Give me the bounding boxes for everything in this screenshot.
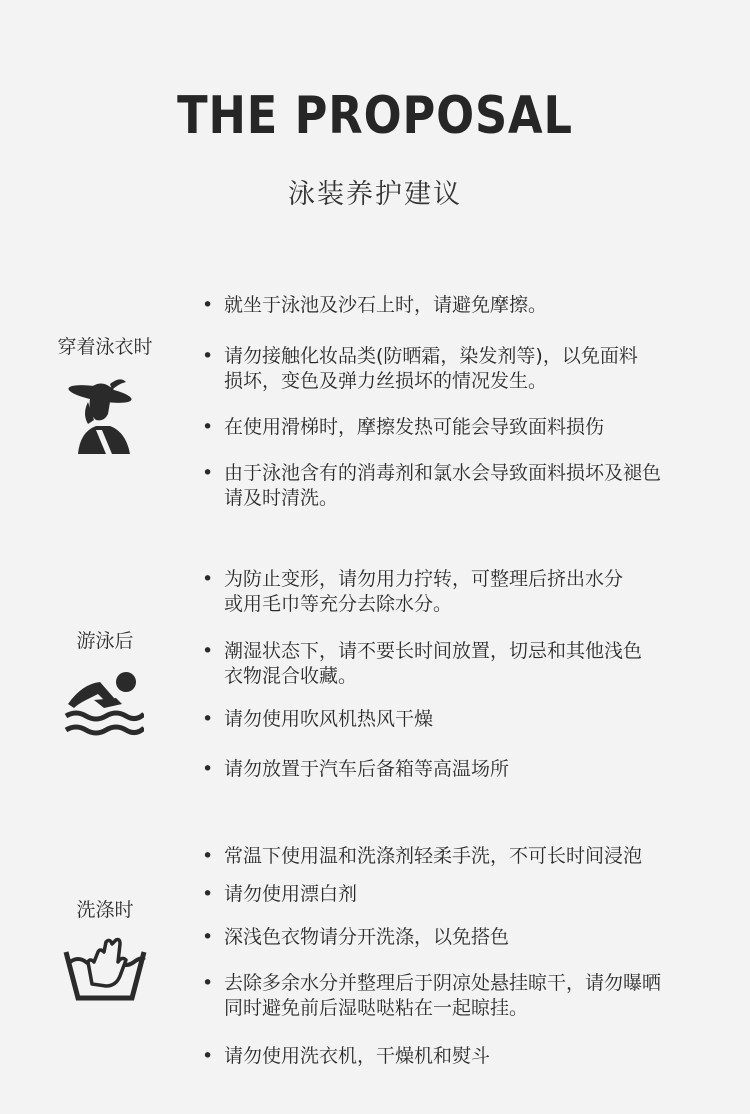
bullet-icon: • xyxy=(202,462,214,484)
list-item: • 请勿使用吹风机热风干燥 xyxy=(202,708,434,730)
list-item: • 请勿放置于汽车后备箱等高温场所 xyxy=(202,758,510,780)
list-item: • 请勿使用漂白剂 xyxy=(202,883,358,905)
bullet-icon: • xyxy=(202,294,214,316)
list-item: • 潮湿状态下，请不要长时间放置，切忌和其他浅色 衣物混合收藏。 xyxy=(202,640,643,687)
bullet-icon: • xyxy=(202,345,214,367)
swimmer-icon xyxy=(64,668,144,740)
hand-wash-icon xyxy=(62,932,148,1002)
bullet-icon: • xyxy=(202,758,214,780)
list-item: • 深浅色衣物请分开洗涤，以免搭色 xyxy=(202,926,510,948)
list-item: • 在使用滑梯时，摩擦发热可能会导致面料损伤 xyxy=(202,416,605,438)
bullet-icon: • xyxy=(202,926,214,948)
woman-with-hat-icon xyxy=(66,374,138,456)
page-subtitle: 泳装养护建议 xyxy=(288,179,462,210)
section-label: 游泳后 xyxy=(76,630,134,652)
bullet-icon: • xyxy=(202,568,214,590)
bullet-icon: • xyxy=(202,1045,214,1067)
list-item: • 就坐于泳池及沙石上时，请避免摩擦。 xyxy=(202,294,548,316)
section-label: 洗涤时 xyxy=(76,899,134,921)
bullet-icon: • xyxy=(202,708,214,730)
page-title: THE PROPOSAL xyxy=(177,86,573,146)
list-item: • 请勿接触化妆品类(防晒霜，染发剂等)，以免面料 损坏，变色及弹力丝损坏的情况发生。 xyxy=(202,345,638,392)
section-label: 穿着泳衣时 xyxy=(57,336,153,358)
bullet-icon: • xyxy=(202,640,214,662)
bullet-icon: • xyxy=(202,972,214,994)
list-item: • 请勿使用洗衣机，干燥机和熨斗 xyxy=(202,1045,491,1067)
bullet-icon: • xyxy=(202,416,214,438)
list-item: • 由于泳池含有的消毒剂和氯水会导致面料损坏及褪色 请及时清洗。 xyxy=(202,462,662,509)
list-item: • 去除多余水分并整理后于阴凉处悬挂晾干，请勿曝晒 同时避免前后湿哒哒粘在一起晾挂。 xyxy=(202,972,662,1019)
bullet-icon: • xyxy=(202,845,214,867)
list-item: • 常温下使用温和洗涤剂轻柔手洗，不可长时间浸泡 xyxy=(202,845,643,867)
list-item: • 为防止变形，请勿用力拧转，可整理后挤出水分 或用毛巾等充分去除水分。 xyxy=(202,568,624,615)
bullet-icon: • xyxy=(202,883,214,905)
